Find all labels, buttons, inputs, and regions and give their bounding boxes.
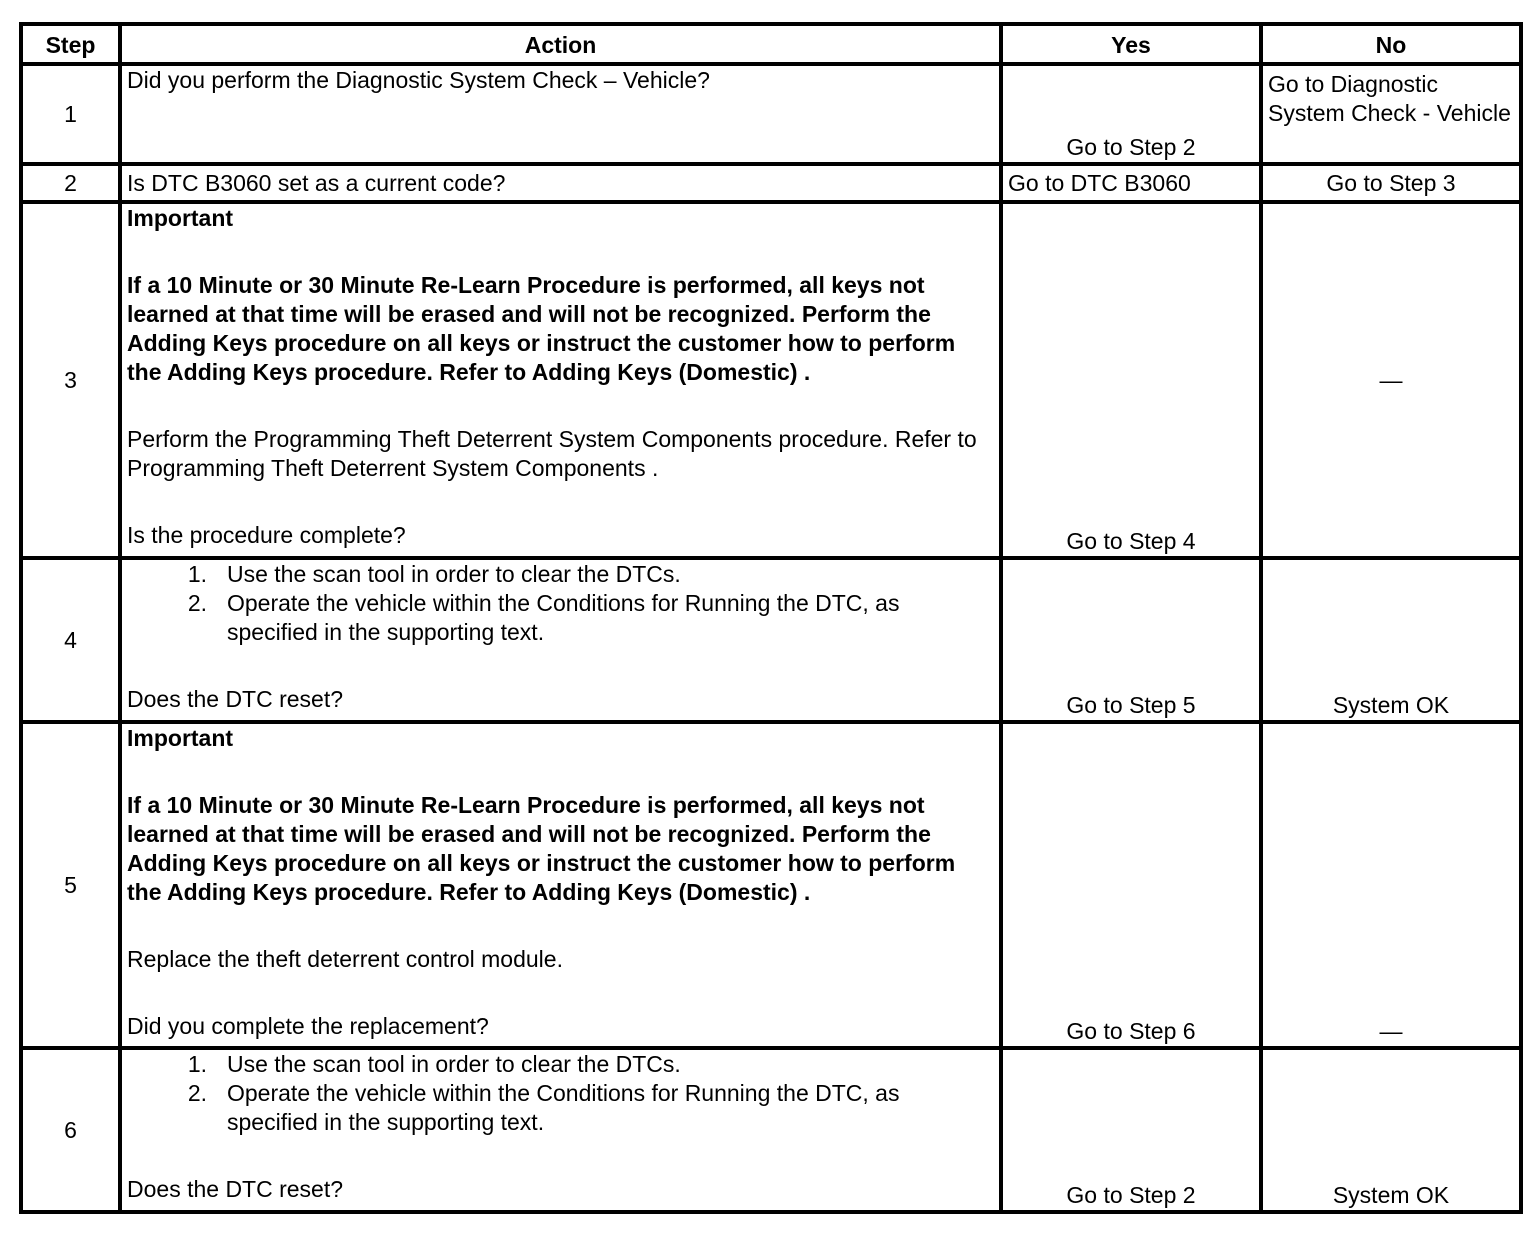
yes-cell: Go to Step 2 [1001,64,1261,164]
diagnostic-table-container [19,22,1523,1214]
header-action: Action [120,24,1001,64]
table-row [21,558,1521,722]
instruction-text: Perform the Programming Theft Deterrent System Components procedure. Refer to Programming Theft Deterrent System Components . [127,426,977,481]
header-step: Step [21,24,120,64]
important-text: If a 10 Minute or 30 Minute Re-Learn Procedure is performed, all keys not learned at that time will be erased and will not be recognized. Perform the Adding Keys procedure on all keys or instruct the customer how to perform the Adding Keys procedure. Refer to Adding Keys (Domestic) . [127,272,956,385]
instruction-text: Replace the theft deterrent control module. [127,946,563,972]
yes-cell: Go to Step 5 [1001,558,1261,722]
important-text: If a 10 Minute or 30 Minute Re-Learn Procedure is performed, all keys not learned at that time will be erased and will not be recognized. Perform the Adding Keys procedure on all keys or instruct the customer how to perform the Adding Keys procedure. Refer to Adding Keys (Domestic) . [127,792,956,905]
list-item-number: 1. [187,561,207,587]
header-yes: Yes [1001,24,1261,64]
yes-cell: Go to Step 2 [1001,1048,1261,1212]
yes-cell: Go to Step 4 [1001,202,1261,558]
table-row [21,1048,1521,1212]
action-cell [120,722,1001,1048]
procedure-list [127,1050,994,1137]
step-number: 6 [21,1048,120,1212]
action-question: Does the DTC reset? [127,1176,344,1202]
list-item [127,589,994,647]
list-item [127,560,994,589]
header-no: No [1261,24,1521,64]
action-cell [120,558,1001,722]
action-question: Does the DTC reset? [127,686,344,712]
header-row [21,24,1521,64]
list-item-number: 1. [187,1051,207,1077]
no-cell: — [1261,722,1521,1048]
step-number: 1 [21,64,120,164]
step-number: 3 [21,202,120,558]
no-cell: Go to Diagnostic System Check - Vehicle [1261,64,1521,164]
list-item-text: Use the scan tool in order to clear the DTCs. [227,1051,681,1077]
yes-cell: Go to Step 6 [1001,722,1261,1048]
list-item-number: 2. [187,590,207,616]
table-row [21,64,1521,164]
important-title: Important [127,205,234,231]
list-item-text: Use the scan tool in order to clear the DTCs. [227,561,681,587]
list-item [127,1079,994,1137]
no-cell: System OK [1261,1048,1521,1212]
list-item [127,1050,994,1079]
action-cell [120,202,1001,558]
step-number: 5 [21,722,120,1048]
list-item-number: 2. [187,1080,207,1106]
yes-cell: Go to DTC B3060 [1001,164,1261,202]
table-row [21,722,1521,1048]
list-item-text: Operate the vehicle within the Conditions for Running the DTC, as specified in the supporting text. [227,590,900,645]
table-row [21,202,1521,558]
action-cell [120,64,1001,164]
action-question: Did you perform the Diagnostic System Check – Vehicle? [127,67,710,93]
action-question: Is the procedure complete? [127,522,406,548]
list-item-text: Operate the vehicle within the Conditions for Running the DTC, as specified in the supporting text. [227,1080,900,1135]
procedure-list [127,560,994,647]
action-cell [120,1048,1001,1212]
diagnostic-table [19,22,1523,1214]
no-cell: System OK [1261,558,1521,722]
step-number: 4 [21,558,120,722]
important-title: Important [127,725,234,751]
step-number: 2 [21,164,120,202]
no-cell: Go to Step 3 [1261,164,1521,202]
action-cell [120,164,1001,202]
no-cell: — [1261,202,1521,558]
action-question: Did you complete the replacement? [127,1013,489,1039]
table-row [21,164,1521,202]
action-question: Is DTC B3060 set as a current code? [127,169,506,196]
